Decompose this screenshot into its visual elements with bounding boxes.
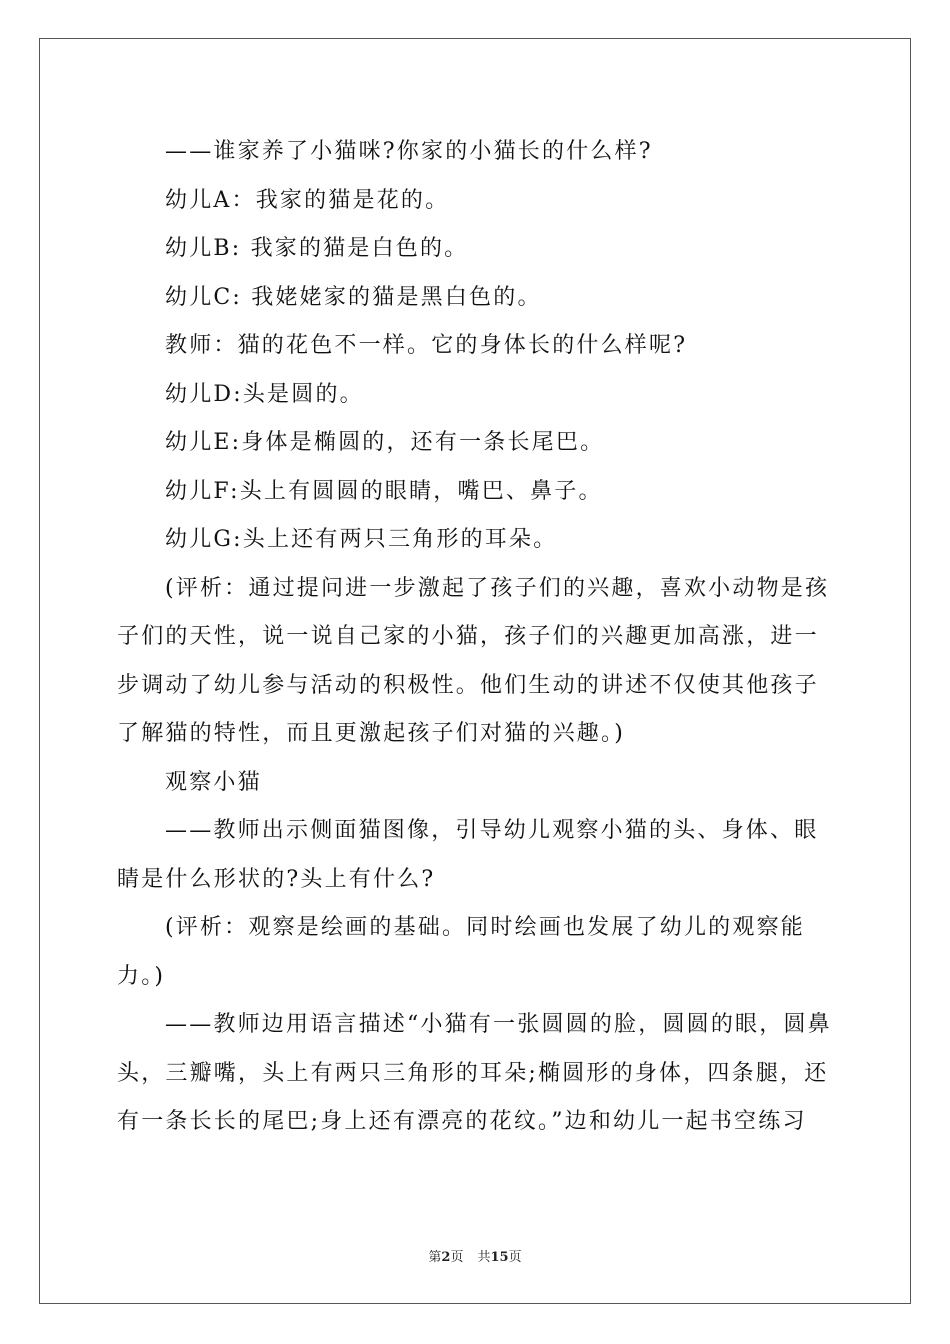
paragraph-9: 幼儿G:头上还有两只三角形的耳朵。 [165, 527, 558, 552]
paragraph-7: 幼儿E:身体是椭圆的，还有一条长尾巴。 [165, 430, 605, 455]
paragraph-4: 幼儿C: 我姥姥家的猫是黑白色的。 [165, 284, 542, 310]
paragraph-14: ——教师边用语言描述“小猫有一张圆圆的脸，圆圆的眼，圆鼻头，三瓣嘴，头上有两只三角形的耳朵;椭圆形的身体，四条腿，还有一条长长的尾巴;身上还有漂亮的花纹。”边和幼儿一起书空练习 [117, 1012, 832, 1134]
footer-page-current: 2 [441, 1250, 451, 1265]
footer-page-prefix: 第 [428, 1250, 442, 1265]
footer-total-suffix: 页 [508, 1250, 522, 1265]
footer-page-total: 15 [490, 1250, 509, 1265]
paragraph-13: (评析：观察是绘画的基础。同时绘画也发展了幼儿的观察能力。) [117, 915, 805, 989]
document-body [117, 128, 835, 1147]
page-footer [0, 1246, 950, 1265]
paragraph-5: 教师：猫的花色不一样。它的身体长的什么样呢? [165, 333, 688, 358]
footer-page-suffix: 页 [450, 1250, 464, 1265]
paragraph-12: ——教师出示侧面猫图像，引导幼儿观察小猫的头、身体、眼睛是什么形状的?头上有什么? [117, 818, 819, 892]
section-heading-observe-cat: 观察小猫 [165, 769, 262, 795]
footer-total-prefix: 共 [477, 1250, 491, 1265]
paragraph-2: 幼儿A：我家的猫是花的。 [165, 187, 450, 213]
paragraph-10: (评析：通过提问进一步激起了孩子们的兴趣，喜欢小动物是孩子们的天性，说一说自己家的小猫，孩子们的兴趣更加高涨，进一步调动了幼儿参与活动的积极性。他们生动的讲述不仅使其他孩子了解猫的特性，而且更激起孩子们对猫的兴趣。) [117, 575, 830, 746]
paragraph-1: ——谁家养了小猫咪?你家的小猫长的什么样? [165, 139, 653, 164]
paragraph-6: 幼儿D:头是圆的。 [165, 381, 364, 407]
paragraph-3: 幼儿B: 我家的猫是白色的。 [165, 236, 469, 261]
paragraph-8: 幼儿F:头上有圆圆的眼睛，嘴巴、鼻子。 [165, 478, 603, 504]
